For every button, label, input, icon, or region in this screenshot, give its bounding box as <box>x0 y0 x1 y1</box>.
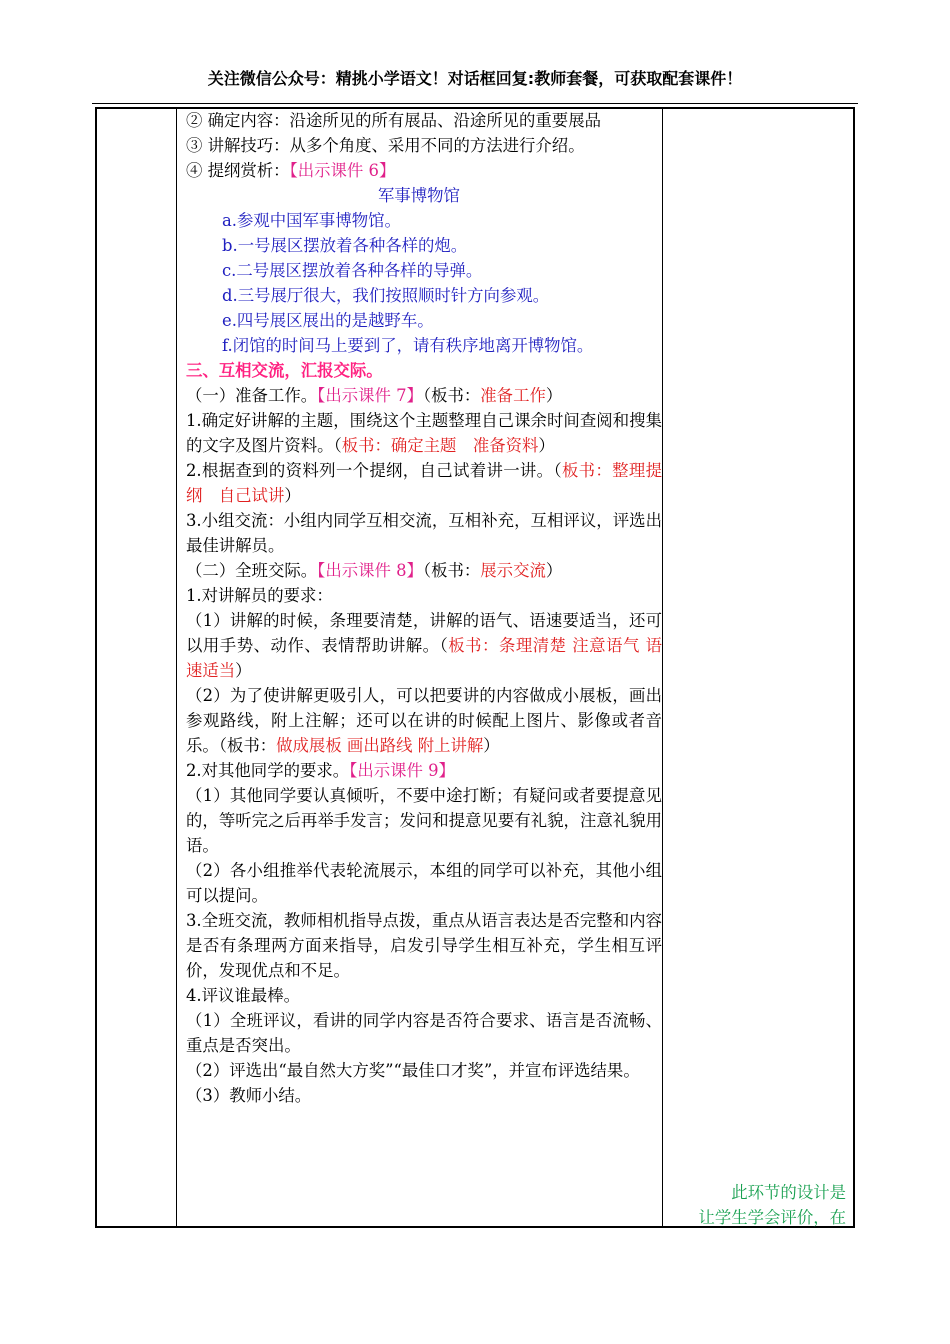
column-divider-left <box>176 109 177 1226</box>
content-line: ② 确定内容：沿途所见的所有展品、沿途所见的重要展品 <box>186 111 601 130</box>
board-note: 展示交流 <box>480 561 546 580</box>
design-note-line: 此环节的设计是 <box>731 1183 846 1202</box>
board-note: 板书：条理清楚 注意语气 语速适当 <box>186 636 662 680</box>
courseware-tag: 【出示课件 8】 <box>317 561 423 580</box>
paragraph: 3.小组交流：小组内同学互相交流，互相补充，互相评议，评选出最佳讲解员。 <box>186 511 662 555</box>
outline-item: e.四号展区展出的是越野车。 <box>222 311 434 330</box>
courseware-tag: 【出示课件 7】 <box>317 386 423 405</box>
page-header: 关注微信公众号：精挑小学语文！对话框回复:教师套餐，可获取配套课件！ <box>207 69 743 88</box>
outline-item: b.一号展区摆放着各种各样的炮。 <box>222 236 468 255</box>
board-note: 板书：整理提纲 自己试讲 <box>186 461 662 505</box>
paragraph: （1）全班评议，看讲的同学内容是否符合要求、语言是否流畅、重点是否突出。 <box>186 1011 662 1055</box>
board-note: 准备工作 <box>480 386 546 405</box>
paragraph: 2.根据查到的资料列一个提纲，自己试着讲一讲。（板书：整理提纲 自己试讲） <box>186 461 662 505</box>
content-line <box>186 158 662 183</box>
design-note-line: 让学生学会评价，在 <box>698 1208 846 1227</box>
outline-item: c.二号展区摆放着各种各样的导弹。 <box>222 261 483 280</box>
design-note <box>668 1180 846 1230</box>
board-note: 板书：确定主题 准备资料 <box>341 436 539 455</box>
paragraph: 3.全班交流，教师相机指导点拨，重点从语言表达是否完整和内容是否有条理两方面来指导，启发引导学生相互补充，学生相互评价，发现优点和不足。 <box>186 911 662 980</box>
courseware-tag: 【出示课件 6】 <box>289 161 396 180</box>
paragraph: （1）其他同学要认真倾听，不要中途打断；有疑问或者要提意见的，等听完之后再举手发言；发问和提意见要有礼貌，注意礼貌用语。 <box>186 786 662 855</box>
paragraph: （2）各小组推举代表轮流展示，本组的同学可以补充，其他小组可以提问。 <box>186 861 662 905</box>
content-line: （二）全班交际。【出示课件 8】（板书：展示交流） <box>186 561 563 580</box>
section-heading: 三、互相交流，汇报交际。 <box>186 361 383 380</box>
header-rule <box>92 103 858 104</box>
content-line: （一）准备工作。【出示课件 7】（板书：准备工作） <box>186 386 563 405</box>
content-line: 4.评议谁最棒。 <box>186 986 300 1005</box>
column-divider-right <box>662 109 663 1226</box>
content-line: ③ 讲解技巧：从多个角度、采用不同的方法进行介绍。 <box>186 136 585 155</box>
content-line: 1.对讲解员的要求： <box>186 586 333 605</box>
outline-title: 军事博物馆 <box>378 186 460 205</box>
paragraph: 1.确定好讲解的主题，围绕这个主题整理自己课余时间查阅和搜集的文字及图片资料。（板书：确定主题 准备资料） <box>186 411 662 455</box>
outline-item: f.闭馆的时间马上要到了，请有秩序地离开博物馆。 <box>222 336 594 355</box>
board-note: 做成展板 画出路线 附上讲解 <box>276 736 484 755</box>
outline-label: ④ 提纲赏析： <box>186 161 290 180</box>
courseware-tag: 【出示课件 9】 <box>349 761 455 780</box>
paragraph: （2）评选出“最自然大方奖”“最佳口才奖”，并宣布评选结果。 <box>186 1061 640 1080</box>
outline-item: a.参观中国军事博物馆。 <box>222 211 401 230</box>
outline-item: d.三号展厅很大，我们按照顺时针方向参观。 <box>222 286 550 305</box>
content-line: 2.对其他同学的要求。【出示课件 9】 <box>186 761 455 780</box>
content-line: （3）教师小结。 <box>186 1086 312 1105</box>
paragraph: （1）讲解的时候，条理要清楚，讲解的语气、语速要适当，还可以用手势、动作、表情帮助讲解。（板书：条理清楚 注意语气 语速适当） <box>186 611 662 680</box>
lesson-content <box>186 108 662 1108</box>
paragraph: （2）为了使讲解更吸引人，可以把要讲的内容做成小展板，画出参观路线，附上注解；还可以在讲的时候配上图片、影像或者音乐。（板书：做成展板 画出路线 附上讲解） <box>186 686 662 755</box>
